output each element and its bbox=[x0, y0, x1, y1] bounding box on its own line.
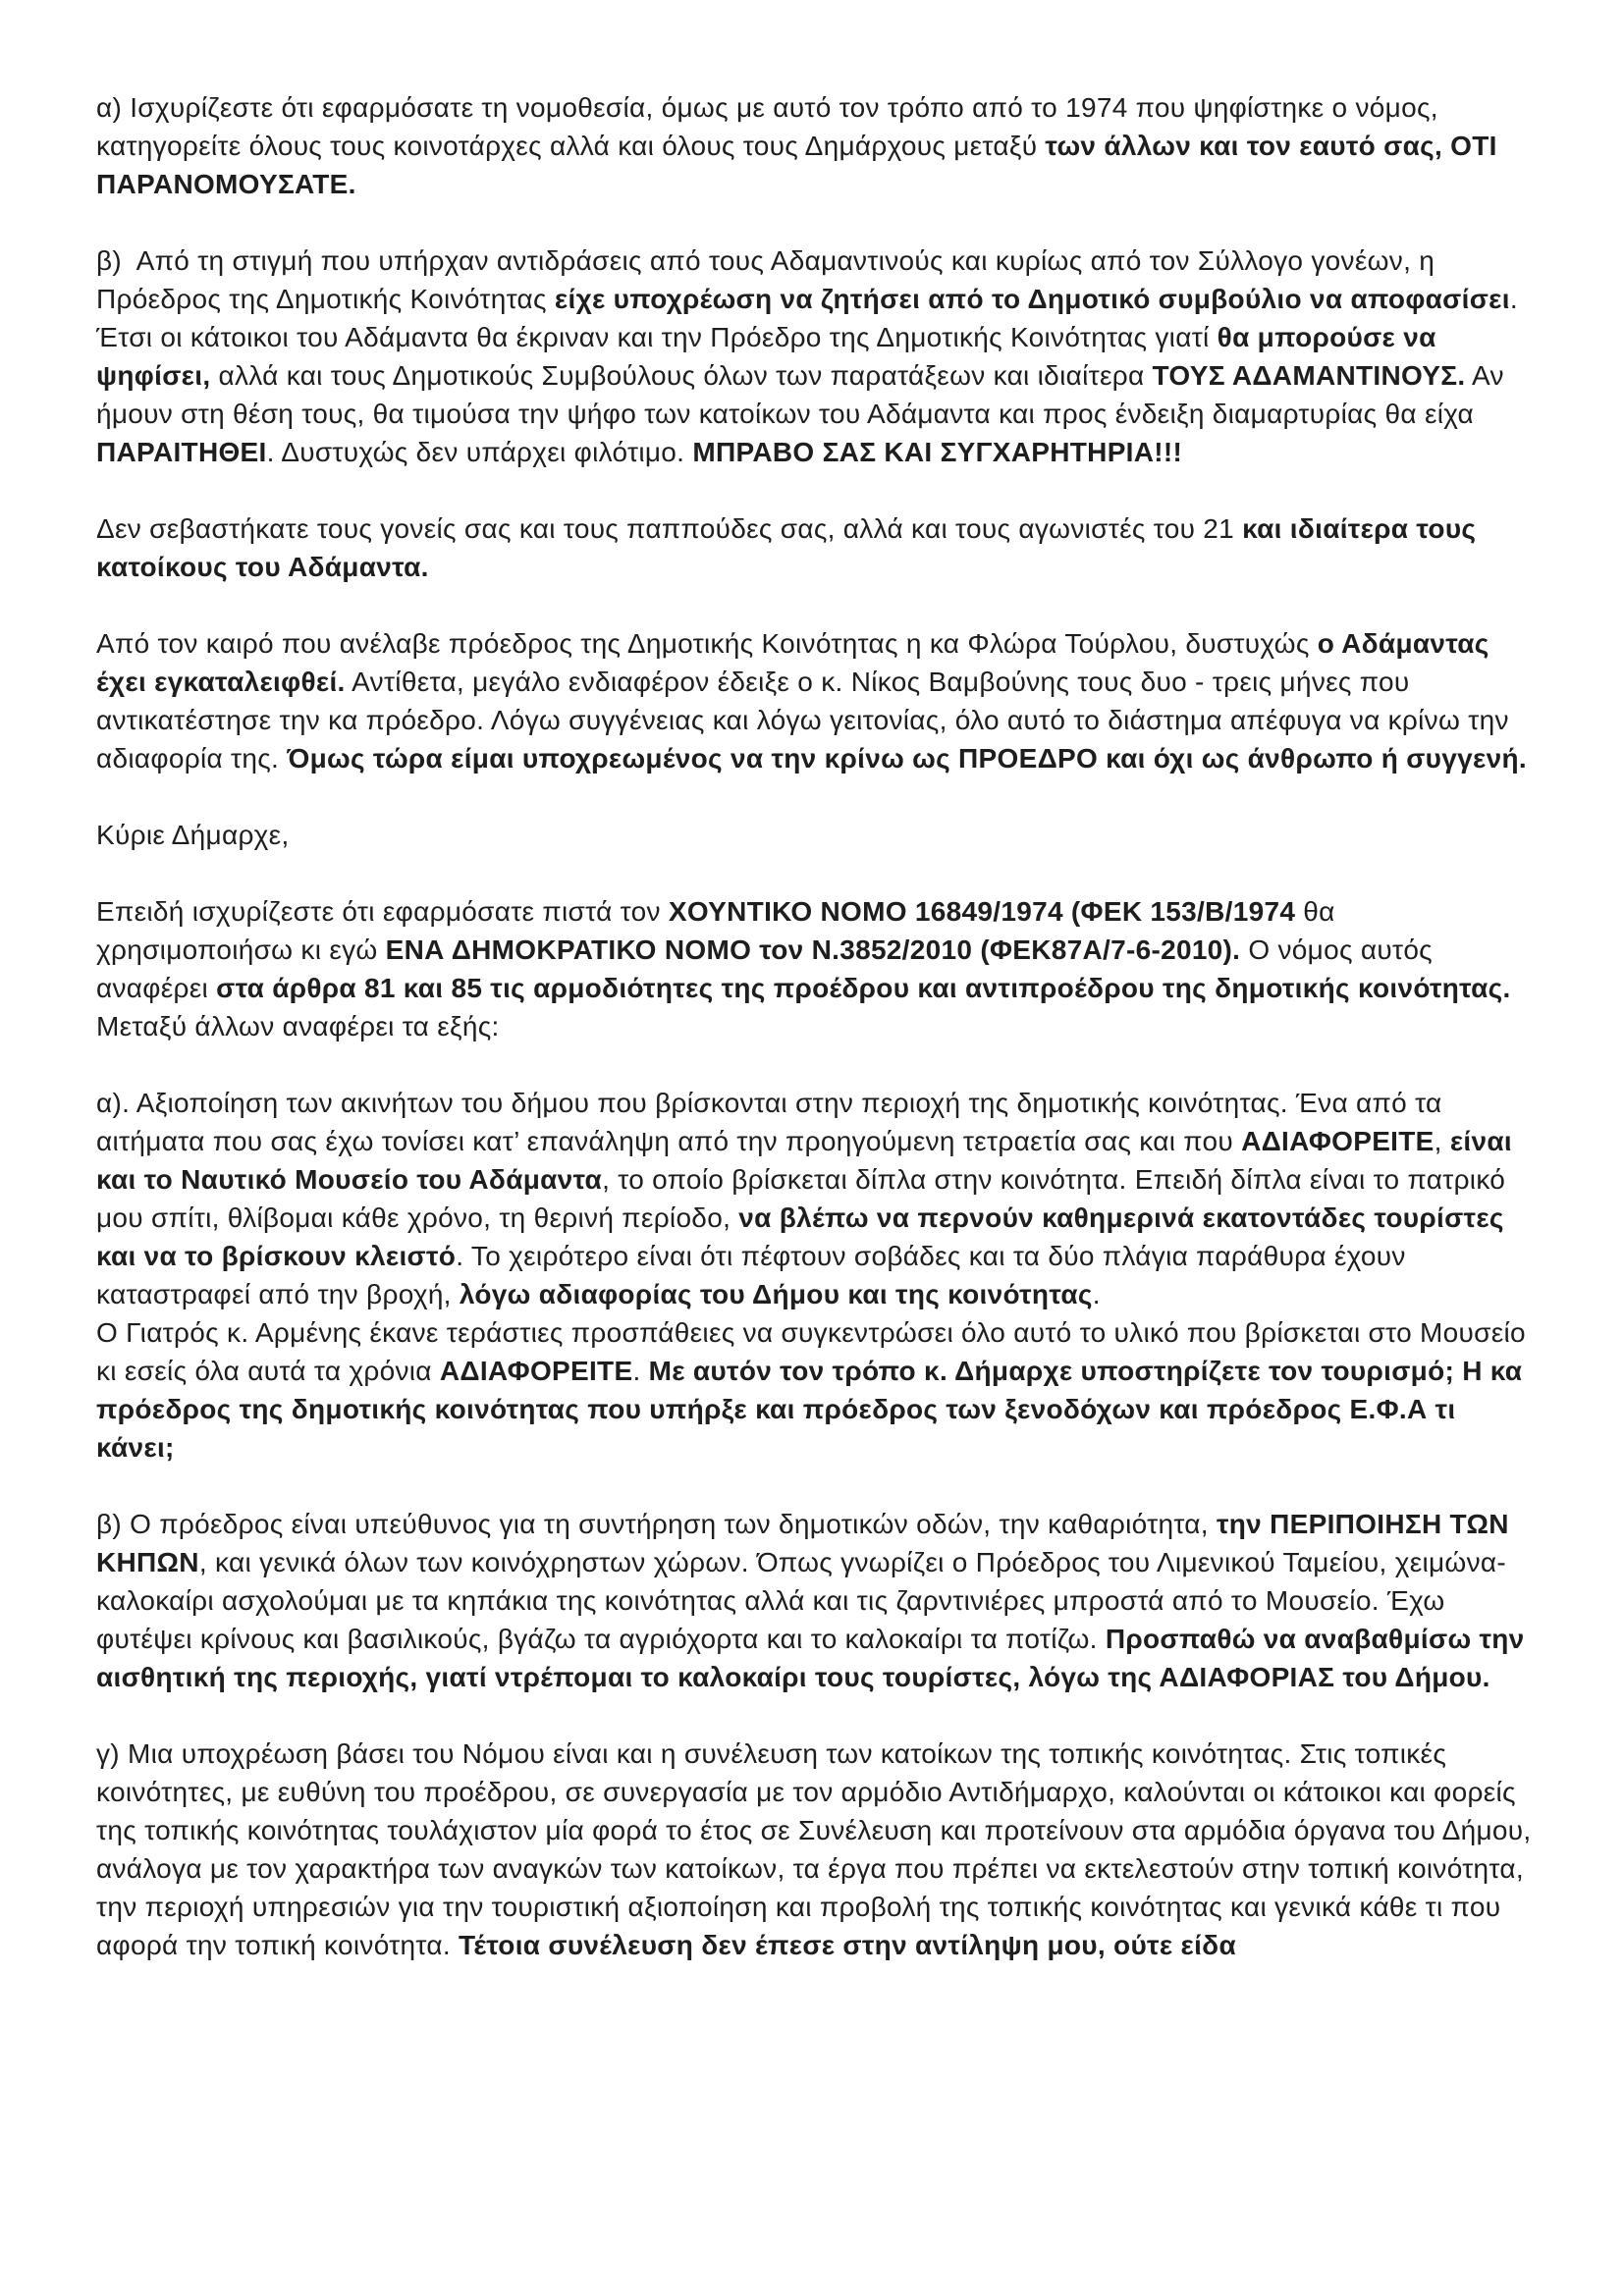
text-segment-bold: ΠΑΡΑΙΤΗΘΕΙ bbox=[96, 437, 267, 467]
text-segment-bold: Όμως τώρα είμαι υποχρεωμένος να την κρίνω ως ΠΡΟΕΔΡΟ και όχι ως άνθρωπο ή συγγενή. bbox=[287, 743, 1527, 774]
text-segment: . bbox=[632, 1356, 649, 1386]
text-segment: γ) Μια υποχρέωση βάσει του Νόμου είναι και η συνέλευση των κατοίκων της τοπικής κοινότητας. Στις τοπικές κοινότητες, με ευθύνη του προέδρου, σε συνεργασία με τον αρμόδιο Αντιδήμαρχο, καλούνται οι κάτοικοι και φορείς της τοπικής κοινότητας τουλάχιστον μία φορά το έτος σε Συνέλευση και προτείνουν στα αρμόδια όργανα του Δήμου, ανάλογα με τον χαρακτήρα των αναγκών των κατοίκων, τα έργα που πρέπει να εκτελεστούν στην τοπική κοινότητα, την περιοχή υπηρεσιών για την τουριστική αξιοποίηση και προβολή της τοπικής κοινότητας και γενικά κάθε τι που αφορά την τοπική κοινότητα. bbox=[96, 1738, 1540, 1960]
text-segment: Κύριε Δήμαρχε, bbox=[96, 820, 290, 850]
text-segment: . Το χειρότερο είναι ότι πέφτουν σοβάδες και τα δύο πλάγια παράθυρα έχουν καταστραφεί από την βροχή, bbox=[96, 1241, 1414, 1309]
text-segment: β) Ο πρόεδρος είναι υπεύθυνος για τη συντήρηση των δημοτικών οδών, την καθαριότητα, bbox=[96, 1509, 1217, 1539]
text-segment-bold: ΜΠΡΑΒΟ ΣΑΣ ΚΑΙ ΣΥΓΧΑΡΗΤΗΡΙΑ!!! bbox=[692, 437, 1183, 467]
letter-body bbox=[96, 88, 1540, 1964]
text-segment: β) Από τη στιγμή που υπήρχαν αντιδράσεις από τους Αδαμαντινούς και κυρίως από τον Σύλλογο γονέων, η Πρόεδρος της Δημοτικής Κοινότητας bbox=[96, 245, 1443, 314]
text-segment-bold: λόγω αδιαφορίας του Δήμου και της κοινότητας bbox=[459, 1279, 1093, 1309]
para-a-law-claim bbox=[96, 88, 1536, 203]
text-segment-bold: Τέτοια συνέλευση δεν έπεσε στην αντίληψη μου, ούτε είδα bbox=[459, 1930, 1236, 1960]
text-segment: , το οποίο βρίσκεται δίπλα στην κοινότητα. Επειδή δίπλα είναι το πατρικό μου σπίτι, θλίβομαι κάθε χρόνο, τη θερινή περίοδο, bbox=[96, 1164, 1514, 1233]
text-segment-bold: των άλλων και τον εαυτό σας, ΟΤΙ ΠΑΡΑΝΟΜΟΥΣΑΤΕ. bbox=[96, 131, 1505, 199]
text-segment: Μεταξύ άλλων αναφέρει τα εξής: bbox=[96, 973, 1519, 1041]
text-segment-bold: ο Αδάμαντας έχει εγκαταλειφθεί. bbox=[96, 628, 1497, 697]
text-segment: . bbox=[1092, 1279, 1101, 1309]
text-segment-bold: Με αυτόν τον τρόπο κ. Δήμαρχε υποστηρίζετε τον τουρισμό; Η κα πρόεδρος της δημοτικής κοινότητας που υπήρξε και πρόεδρος των ξενοδόχων και πρόεδρος Ε.Φ.Α τι κάνει; bbox=[96, 1356, 1531, 1463]
text-segment-bold: ΕΝΑ ΔΗΜΟΚΡΑΤΙΚΟ ΝΟΜΟ τον Ν.3852/2010 (ΦΕΚ87Α/7-6-2010). bbox=[385, 934, 1241, 965]
text-segment-bold: είχε υποχρέωση να ζητήσει από το Δημοτικό συμβούλιο να αποφασίσει bbox=[554, 284, 1510, 314]
text-segment: Δεν σεβαστήκατε τους γονείς σας και τους παππούδες σας, αλλά και τους αγωνιστές του 21 bbox=[96, 513, 1243, 544]
para-respect bbox=[96, 509, 1536, 586]
para-laws bbox=[96, 892, 1536, 1045]
text-segment: α). Αξιοποίηση των ακινήτων του δήμου που βρίσκονται στην περιοχή της δημοτικής κοινότητας. Ένα από τα αιτήματα που σας έχω τονίσει κατ’ επανάληψη από την προηγούμενη τετραετία σας και που bbox=[96, 1088, 1450, 1156]
text-segment: α) Ισχυρίζεστε ότι εφαρμόσατε τη νομοθεσία, όμως με αυτό τον τρόπο από το 1974 που ψηφίστηκε ο νόμος, κατηγορείτε όλους τους κοινοτάρχες αλλά και όλους τους Δημάρχους μεταξύ bbox=[96, 92, 1446, 161]
text-segment: Αντίθετα, μεγάλο ενδιαφέρον έδειξε ο κ. Νίκος Βαμβούνης τους δυο - τρεις μήνες που αντικατέστησε την κα πρόεδρο. Λόγω συγγένειας και λόγω γειτονίας, όλο αυτό το διάστημα απέφυγα να κρίνω την αδιαφορία της. bbox=[96, 667, 1517, 774]
para-a-museum bbox=[96, 1084, 1536, 1313]
text-segment: θα χρησιμοποιήσω κι εγώ bbox=[96, 896, 1343, 965]
text-segment-bold: ΧΟΥΝΤΙΚΟ ΝΟΜΟ 16849/1974 (ΦΕΚ 153/Β/1974 bbox=[668, 896, 1296, 927]
text-segment: , και γενικά όλων των κοινόχρηστων χώρων. Όπως γνωρίζει ο Πρόεδρος του Λιμενικού Ταμείου, χειμώνα- καλοκαίρι ασχολούμαι με τα κηπάκια της κοινότητας αλλά και τις ζαρντινιέρες μπροστά από το Μουσείο. Έχω φυτέψει κρίνους και βασιλικούς, βγάζω τα αγριόχορτα και το καλοκαίρι τα ποτίζω. bbox=[96, 1547, 1515, 1654]
text-segment-bold: είναι και το Ναυτικό Μουσείο του Αδάμαντα bbox=[96, 1126, 1521, 1195]
text-segment: Από τον καιρό που ανέλαβε πρόεδρος της Δημοτικής Κοινότητας η κα Φλώρα Τούρλου, δυστυχώς bbox=[96, 628, 1318, 659]
text-segment-bold: θα μπορούσε να ψηφίσει, bbox=[96, 322, 1444, 391]
para-b-gardens bbox=[96, 1505, 1536, 1696]
text-segment-bold: να βλέπω να περνούν καθημερινά εκατοντάδες τουρίστες και να το βρίσκουν κλειστό bbox=[96, 1202, 1512, 1271]
text-segment: , bbox=[1434, 1126, 1450, 1156]
text-segment-bold: την ΠΕΡΙΠΟΙΗΣΗ ΤΩΝ ΚΗΠΩΝ bbox=[96, 1509, 1517, 1577]
text-segment-bold: Προσπαθώ να αναβαθμίσω την αισθητική της περιοχής, γιατί ντρέπομαι το καλοκαίρι τους τουρίστες, λόγω της ΑΔΙΑΦΟΡΙΑΣ του Δήμου. bbox=[96, 1624, 1533, 1692]
text-segment: . Έτσι οι κάτοικοι του Αδάμαντα θα έκριναν και την Πρόεδρο της Δημοτικής Κοινότητας γιατί bbox=[96, 284, 1527, 352]
text-segment: Ο νόμος αυτός αναφέρει bbox=[96, 934, 1441, 1003]
text-segment-bold: ΑΔΙΑΦΟΡΕΙΤΕ bbox=[439, 1356, 633, 1386]
para-c-assembly bbox=[96, 1735, 1540, 1964]
text-segment: αλλά και τους Δημοτικούς Συμβούλους όλων των παρατάξεων και ιδιαίτερα bbox=[210, 360, 1153, 391]
text-segment-bold: στα άρθρα 81 και 85 τις αρμοδιότητες της προέδρου και αντιπροέδρου της δημοτικής κοινότητας. bbox=[216, 973, 1511, 1003]
text-segment-bold: ΤΟΥΣ ΑΔΑΜΑΝΤΙΝΟΥΣ. bbox=[1152, 360, 1466, 391]
text-segment: Αν ήμουν στη θέση τους, θα τιμούσα την ψήφο των κατοίκων του Αδάμαντα και προς ένδειξη διαμαρτυρίας θα είχα bbox=[96, 360, 1512, 429]
para-salutation bbox=[96, 816, 1536, 854]
para-b-reactions bbox=[96, 241, 1536, 471]
text-segment-bold: και ιδιαίτερα τους κατοίκους του Αδάμαντα. bbox=[96, 513, 1485, 582]
para-doctor-armenis bbox=[96, 1313, 1536, 1467]
text-segment-bold: ΑΔΙΑΦΟΡΕΙΤΕ bbox=[1241, 1126, 1435, 1156]
para-president-abandonment bbox=[96, 624, 1536, 777]
text-segment: Ο Γιατρός κ. Αρμένης έκανε τεράστιες προσπάθειες να συγκεντρώσει όλο αυτό το υλικό που βρίσκεται στο Μουσείο κι εσείς όλα αυτά τα χρόνια bbox=[96, 1317, 1535, 1386]
text-segment: . Δυστυχώς δεν υπάρχει φιλότιμο. bbox=[266, 437, 693, 467]
text-segment: Επειδή ισχυρίζεστε ότι εφαρμόσατε πιστά τον bbox=[96, 896, 669, 927]
